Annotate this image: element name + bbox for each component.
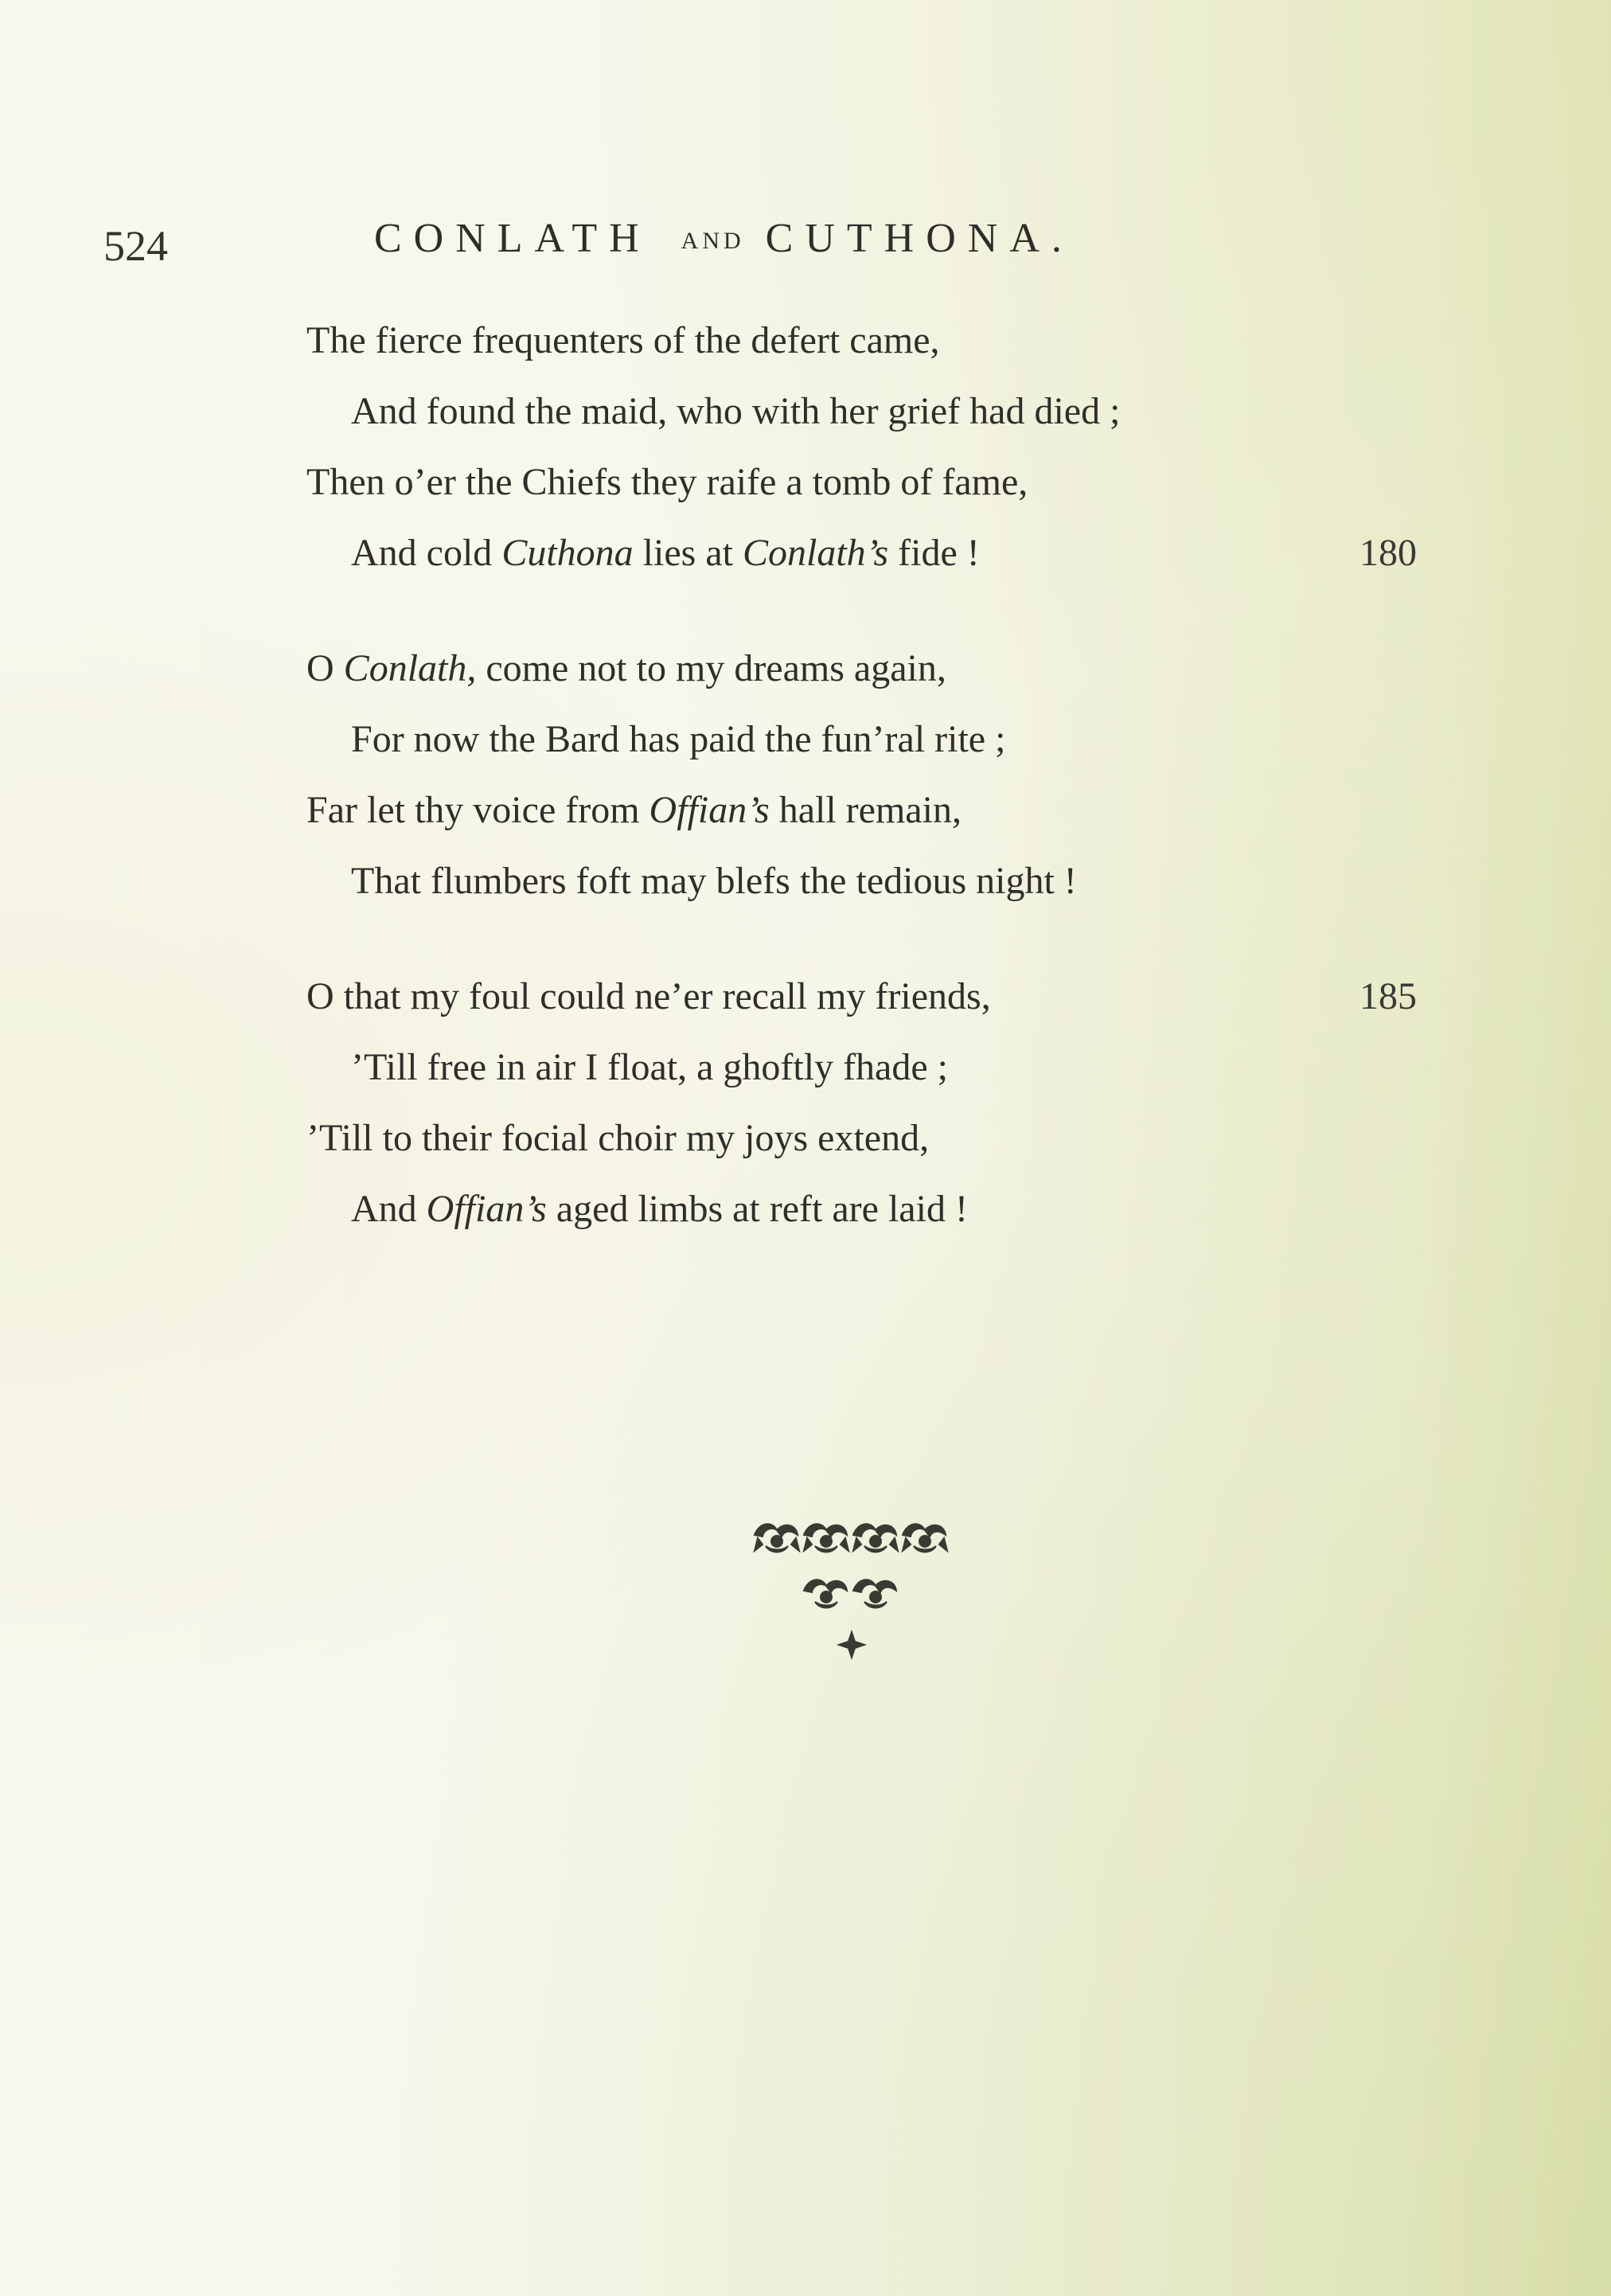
verse-text: aged limbs at reft are laid ! bbox=[546, 1188, 968, 1230]
italic-name: Offian’s bbox=[649, 789, 770, 831]
verse-line bbox=[351, 1187, 968, 1231]
page-number: 524 bbox=[103, 222, 168, 270]
verse-line: ’Till free in air I float, a ghoftly fhade ; bbox=[351, 1046, 948, 1088]
verse-line bbox=[306, 788, 962, 832]
verse-text: hall remain, bbox=[769, 789, 962, 831]
verse-line bbox=[351, 531, 980, 575]
floral-tailpiece-icon bbox=[740, 1511, 963, 1670]
verse-line bbox=[306, 646, 946, 690]
verse-line: Then o’er the Chiefs they raife a tomb of fame, bbox=[306, 461, 1028, 503]
italic-name: Conlath’s bbox=[742, 532, 889, 574]
verse-text: fide ! bbox=[888, 532, 980, 574]
running-head-right: CUTHONA. bbox=[765, 216, 1074, 261]
italic-name: Offian’s bbox=[426, 1188, 547, 1230]
running-head-left: CONLATH bbox=[374, 216, 651, 261]
verse-line: The fierce frequenters of the defert came, bbox=[306, 319, 940, 361]
verse-line: And found the maid, who with her grief had died ; bbox=[351, 390, 1121, 432]
verse-text: lies at bbox=[633, 532, 743, 574]
verse-text: O bbox=[306, 647, 344, 689]
line-number: 180 bbox=[1359, 532, 1417, 574]
running-head-conjunction: AND bbox=[681, 228, 745, 254]
verse-text: Far let thy voice from bbox=[306, 789, 649, 831]
verse-text: And bbox=[351, 1188, 427, 1230]
verse-line: ’Till to their focial choir my joys extend, bbox=[306, 1117, 930, 1159]
verse-line: That flumbers foft may blefs the tedious night ! bbox=[351, 860, 1077, 902]
italic-name: Conlath, bbox=[343, 647, 477, 689]
italic-name: Cuthona bbox=[501, 532, 634, 574]
running-head bbox=[374, 215, 1074, 262]
verse-line: For now the Bard has paid the fun’ral rite ; bbox=[351, 718, 1006, 760]
verse-line: O that my foul could ne’er recall my friends, bbox=[306, 975, 991, 1017]
line-number: 185 bbox=[1359, 975, 1417, 1017]
verse-text: come not to my dreams again, bbox=[476, 647, 946, 689]
verse-text: And cold bbox=[351, 532, 502, 574]
